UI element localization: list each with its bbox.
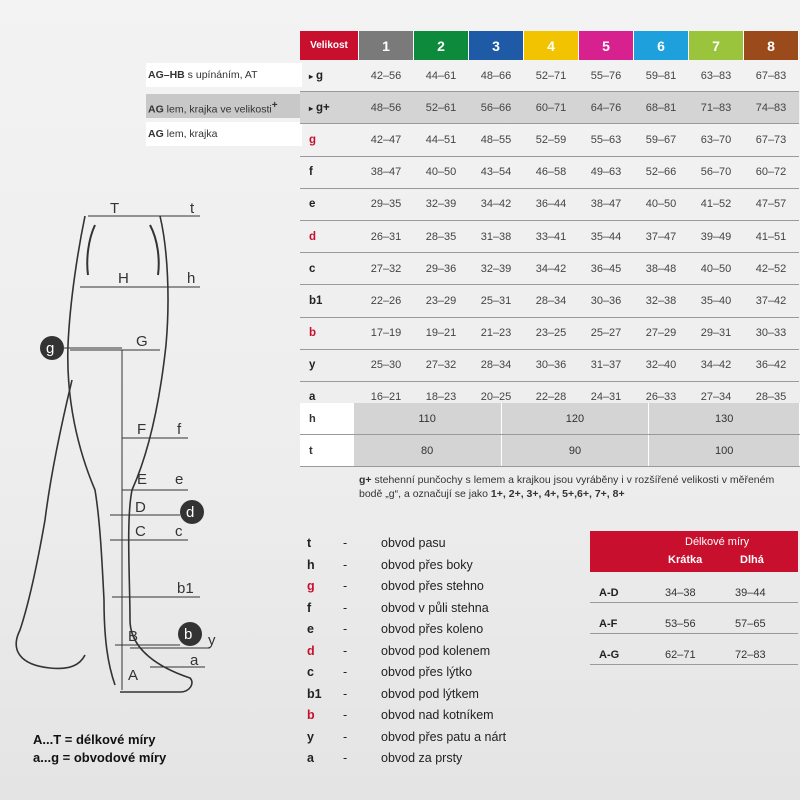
size-header-7: 7	[689, 31, 744, 60]
size-cell: 59–67	[634, 124, 689, 156]
size-cell: 23–25	[524, 317, 579, 349]
legend-key: c	[307, 665, 314, 679]
legend-text: obvod přes lýtko	[381, 665, 473, 679]
size-cell: 29–36	[414, 253, 469, 285]
ht-cell: 90	[501, 435, 649, 467]
size-row-label: c	[300, 253, 359, 285]
ht-cell: 120	[501, 403, 649, 435]
size-cell: 26–31	[359, 220, 414, 252]
legend-dash: -	[343, 600, 348, 615]
size-row-g	[300, 60, 799, 92]
diagram-label-c: c	[175, 523, 183, 540]
length-row-A-G	[590, 634, 798, 665]
marker-g	[40, 336, 122, 360]
size-cell: 48–55	[469, 124, 524, 156]
length-col-long: Dlhá	[740, 554, 764, 566]
ht-cell: 110	[354, 403, 501, 435]
length-cell: 57–65	[735, 618, 766, 630]
diagram-label-H: H	[118, 270, 129, 287]
length-cell: 53–56	[665, 618, 696, 630]
size-cell: 20–25	[469, 381, 524, 413]
size-header-5: 5	[579, 31, 634, 60]
diagram-label-E: E	[137, 471, 148, 488]
legend-dash: -	[343, 708, 348, 722]
size-cell: 31–38	[469, 220, 524, 252]
legend-dash: -	[343, 729, 348, 744]
size-cell: 74–83	[744, 92, 799, 124]
size-row-b	[300, 317, 799, 349]
size-cell: 52–71	[524, 60, 579, 92]
legend-dash: -	[343, 579, 348, 593]
svg-text:d: d	[186, 504, 195, 521]
size-cell: 36–42	[744, 349, 799, 381]
legend-dash: -	[343, 557, 348, 572]
size-cell: 47–57	[744, 188, 799, 220]
size-cell: 59–81	[634, 60, 689, 92]
size-cell: 48–56	[359, 92, 414, 124]
size-row-label: y	[300, 349, 359, 381]
size-row-g+	[300, 92, 799, 124]
size-cell: 32–40	[634, 349, 689, 381]
size-cell: 40–50	[634, 188, 689, 220]
size-row-label: f	[300, 156, 359, 188]
size-cell: 37–47	[634, 220, 689, 252]
length-cell: A-F	[599, 618, 618, 630]
size-cell: 71–83	[689, 92, 744, 124]
size-row-label: e	[300, 188, 359, 220]
ht-cell: 130	[649, 403, 800, 435]
size-cell: 31–37	[579, 349, 634, 381]
leg-outline-front	[68, 216, 115, 685]
size-cell: 36–45	[579, 253, 634, 285]
caption-circumferences: a...g = obvodové míry	[33, 750, 167, 765]
size-cell: 32–39	[414, 188, 469, 220]
size-row-f	[300, 156, 799, 188]
legend-text: obvod za prsty	[381, 751, 463, 765]
size-cell: 42–56	[359, 60, 414, 92]
size-row-label: a	[300, 381, 359, 413]
size-cell: 40–50	[414, 156, 469, 188]
marker-d	[180, 500, 204, 524]
size-cell: 22–26	[359, 285, 414, 317]
diagram-label-t: t	[190, 200, 195, 217]
marker-b	[178, 622, 202, 646]
size-cell: 63–83	[689, 60, 744, 92]
size-cell: 41–51	[744, 220, 799, 252]
legend-dash: -	[343, 686, 348, 701]
size-row-d	[300, 220, 799, 252]
length-table-title: Délkové míry	[685, 536, 750, 548]
legend-key: e	[307, 622, 314, 636]
size-cell: 44–51	[414, 124, 469, 156]
size-cell: 43–54	[469, 156, 524, 188]
size-header-6: 6	[634, 31, 689, 60]
ht-cell: 80	[354, 435, 501, 467]
legend-text: obvod přes patu a nárt	[381, 729, 507, 744]
legend-text: obvod v půli stehna	[381, 600, 489, 615]
size-cell: 27–32	[414, 349, 469, 381]
svg-text:g: g	[46, 340, 55, 357]
size-header-8: 8	[744, 31, 799, 60]
size-cell: 68–81	[634, 92, 689, 124]
diagram-label-G: G	[136, 333, 148, 350]
diagram-label-B: B	[128, 628, 139, 645]
length-row-A-D	[590, 572, 798, 603]
size-cell: 39–49	[689, 220, 744, 252]
legend-key: f	[307, 600, 312, 615]
ht-row-h	[300, 403, 800, 435]
size-cell: 56–70	[689, 156, 744, 188]
length-cell: 72–83	[735, 649, 766, 661]
size-cell: 42–52	[744, 253, 799, 285]
size-cell: 21–23	[469, 317, 524, 349]
legend-text: obvod přes koleno	[381, 622, 484, 636]
legend-text: obvod pod kolenem	[381, 643, 491, 658]
legend-key: d	[307, 643, 315, 658]
size-cell: 30–36	[524, 349, 579, 381]
size-note: g+ stehenní punčochy s lemem a krajkou jsou vyráběny i v rozšířené velikosti v měřeném bodě „g“, a označují se jako 1+, 2+, 3+, 4+, 5+,6+, 7+, 8+	[359, 474, 775, 500]
legend-key: t	[307, 536, 312, 550]
size-cell: 56–66	[469, 92, 524, 124]
diagram-label-h: h	[187, 270, 196, 287]
size-cell: 36–44	[524, 188, 579, 220]
legend-dash: -	[343, 665, 348, 679]
legend-key: h	[307, 557, 315, 572]
size-cell: 67–83	[744, 60, 799, 92]
size-cell: 27–32	[359, 253, 414, 285]
product-label-ag-plus: AG lem, krajka ve velikosti+	[146, 94, 302, 118]
size-cell: 29–31	[689, 317, 744, 349]
length-table-header	[590, 531, 798, 572]
size-row-label: g	[300, 124, 359, 156]
product-label-ag-hb: AG–HB s upínáním, AT	[146, 63, 302, 87]
size-row-label: b1	[300, 285, 359, 317]
hip-waist-table	[300, 403, 800, 467]
size-row-label: b	[300, 317, 359, 349]
size-cell: 25–31	[469, 285, 524, 317]
size-cell: 28–35	[414, 220, 469, 252]
size-cell: 55–63	[579, 124, 634, 156]
size-cell: 32–38	[634, 285, 689, 317]
legend-dash: -	[343, 622, 348, 636]
legend-text: obvod pasu	[381, 536, 446, 550]
ht-row-label: t	[300, 435, 354, 467]
size-cell: 23–29	[414, 285, 469, 317]
diagram-label-C: C	[135, 523, 146, 540]
ht-row-t	[300, 435, 800, 467]
legend-dash: -	[343, 536, 348, 550]
size-cell: 60–72	[744, 156, 799, 188]
size-cell: 22–28	[524, 381, 579, 413]
size-cell: 28–34	[469, 349, 524, 381]
legend-key: g	[307, 579, 315, 593]
legend-dash: -	[343, 751, 348, 765]
size-cell: 17–19	[359, 317, 414, 349]
size-header-4: 4	[524, 31, 579, 60]
size-cell: 18–23	[414, 381, 469, 413]
size-cell: 48–66	[469, 60, 524, 92]
size-cell: 26–33	[634, 381, 689, 413]
size-cell: 38–47	[579, 188, 634, 220]
diagram-label-D: D	[135, 499, 146, 516]
size-cell: 24–31	[579, 381, 634, 413]
product-label-ag: AG lem, krajka	[146, 122, 302, 146]
thigh-inner-line	[87, 225, 95, 275]
ht-row-label: h	[300, 403, 354, 435]
size-cell: 27–29	[634, 317, 689, 349]
length-table	[590, 531, 798, 665]
size-cell: 30–36	[579, 285, 634, 317]
diagram-label-a: a	[190, 652, 199, 669]
size-cell: 35–40	[689, 285, 744, 317]
size-header-2: 2	[414, 31, 469, 60]
length-col-short: Krátka	[668, 554, 703, 566]
size-cell: 60–71	[524, 92, 579, 124]
size-cell: 25–30	[359, 349, 414, 381]
size-cell: 28–35	[744, 381, 799, 413]
size-cell: 52–66	[634, 156, 689, 188]
size-cell: 38–48	[634, 253, 689, 285]
diagram-label-F: F	[137, 421, 147, 438]
diagram-caption	[33, 731, 166, 767]
legend-text: obvod přes stehno	[381, 579, 484, 593]
size-row-c	[300, 253, 799, 285]
size-cell: 55–76	[579, 60, 634, 92]
legend-key: a	[307, 751, 314, 765]
size-cell: 38–47	[359, 156, 414, 188]
ht-cell: 100	[649, 435, 800, 467]
diagram-label-f: f	[177, 421, 182, 438]
thigh-inner-line-2	[150, 225, 159, 275]
legend-key: b	[307, 708, 315, 722]
size-row-label: d	[300, 220, 359, 252]
legend-key: y	[307, 729, 314, 744]
length-cell: 39–44	[735, 587, 766, 599]
size-cell: 34–42	[524, 253, 579, 285]
size-cell: 49–63	[579, 156, 634, 188]
legend-text: obvod přes boky	[381, 557, 473, 572]
size-cell: 19–21	[414, 317, 469, 349]
size-row-b1	[300, 285, 799, 317]
size-cell: 44–61	[414, 60, 469, 92]
size-cell: 32–39	[469, 253, 524, 285]
length-cell: 34–38	[665, 587, 696, 599]
legend-key: b1	[307, 686, 322, 701]
diagram-label-b1: b1	[177, 580, 194, 597]
diagram-label-T: T	[110, 200, 120, 217]
size-cell: 28–34	[524, 285, 579, 317]
length-row-A-F	[590, 603, 798, 634]
size-row-label: ▸ g+	[300, 92, 359, 124]
size-cell: 37–42	[744, 285, 799, 317]
size-cell: 40–50	[689, 253, 744, 285]
size-cell: 64–76	[579, 92, 634, 124]
size-table	[300, 31, 799, 414]
size-cell: 67–73	[744, 124, 799, 156]
size-cell: 42–47	[359, 124, 414, 156]
size-header-label: Velikost	[300, 31, 359, 60]
size-header-3: 3	[469, 31, 524, 60]
caption-lengths: A...T = délkové míry	[33, 732, 156, 747]
size-row-label: ▸ g	[300, 60, 359, 92]
size-row-e	[300, 188, 799, 220]
size-cell: 29–35	[359, 188, 414, 220]
size-cell: 30–33	[744, 317, 799, 349]
size-cell: 41–52	[689, 188, 744, 220]
size-row-y	[300, 349, 799, 381]
length-cell: A-D	[599, 587, 619, 599]
size-header-1: 1	[359, 31, 414, 60]
legend-dash: -	[343, 643, 348, 658]
length-cell: A-G	[599, 649, 620, 661]
size-cell: 34–42	[469, 188, 524, 220]
size-header-row	[300, 31, 799, 60]
size-cell: 52–61	[414, 92, 469, 124]
length-cell: 62–71	[665, 649, 696, 661]
size-cell: 35–44	[579, 220, 634, 252]
size-cell: 46–58	[524, 156, 579, 188]
size-cell: 52–59	[524, 124, 579, 156]
leg-measurement-diagram	[0, 180, 300, 700]
diagram-label-e: e	[175, 471, 184, 488]
size-cell: 27–34	[689, 381, 744, 413]
size-table-body	[300, 60, 799, 414]
diagram-label-y: y	[208, 632, 216, 649]
size-cell: 34–42	[689, 349, 744, 381]
size-row-g	[300, 124, 799, 156]
size-cell: 16–21	[359, 381, 414, 413]
length-table-rows	[590, 572, 798, 665]
size-cell: 33–41	[524, 220, 579, 252]
size-cell: 63–70	[689, 124, 744, 156]
size-cell: 25–27	[579, 317, 634, 349]
diagram-label-A: A	[128, 667, 139, 684]
legend-text: obvod nad kotníkem	[381, 708, 494, 722]
svg-text:b: b	[184, 626, 193, 643]
legend-text: obvod pod lýtkem	[381, 686, 479, 701]
